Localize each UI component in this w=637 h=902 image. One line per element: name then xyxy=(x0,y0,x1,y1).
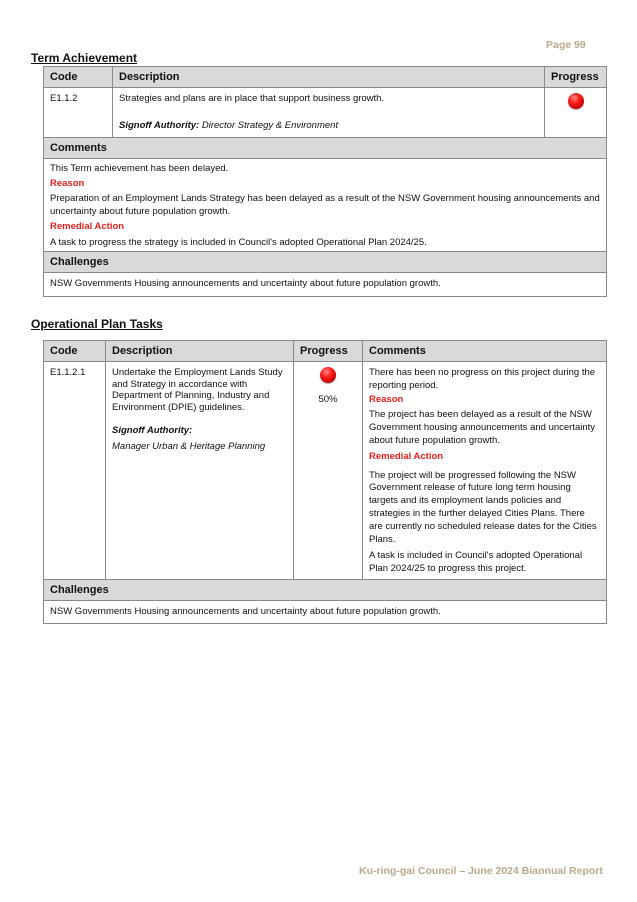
achievement-signoff-label: Signoff Authority: xyxy=(119,119,200,131)
comments-header-row xyxy=(44,138,607,159)
task-row xyxy=(44,362,607,580)
task-challenges-text: NSW Governments Housing announcements and uncertainty about future population growth. xyxy=(44,600,607,624)
task-challenges-header-row xyxy=(44,579,607,600)
reason-text: Preparation of an Employment Lands Strategy has been delayed as a result of the NSW Government housing announcements and uncertainty about future population growth. xyxy=(50,193,600,217)
red-status-indicator-icon xyxy=(568,93,584,109)
task-signoff-value-wrap xyxy=(112,441,287,454)
term-achievement-title: Term Achievement xyxy=(31,51,138,65)
achievement-progress-cell xyxy=(545,88,607,138)
task-comment-intro: There has been no progress on this project during the reporting period. xyxy=(369,367,596,391)
page-number: Page 99 xyxy=(546,39,586,51)
task-progress-header: Progress xyxy=(294,341,363,362)
comments-row xyxy=(44,159,607,252)
task-reason-label: Reason xyxy=(369,393,404,405)
challenges-text: NSW Governments Housing announcements and uncertainty about future population growth. xyxy=(44,273,607,297)
report-footer: Ku-ring-gai Council – June 2024 Biannual Report xyxy=(359,865,603,877)
remedial-action-label: Remedial Action xyxy=(50,221,125,232)
term-achievement-header-row xyxy=(44,67,607,88)
achievement-description-cell xyxy=(113,88,545,138)
comments-intro: This Term achievement has been delayed. xyxy=(50,163,229,174)
reason-label: Reason xyxy=(50,177,85,189)
task-description-header: Description xyxy=(106,341,294,362)
task-progress-cell xyxy=(294,362,363,580)
task-comments-header: Comments xyxy=(363,341,607,362)
operational-plan-header-row xyxy=(44,341,607,362)
task-comments-cell xyxy=(363,362,607,580)
task-signoff-label: Signoff Authority: xyxy=(112,425,193,436)
task-challenges-row xyxy=(44,600,607,624)
red-status-indicator-icon xyxy=(320,367,336,383)
task-code-header: Code xyxy=(44,341,106,362)
comments-header: Comments xyxy=(44,138,607,159)
achievement-signoff xyxy=(119,120,538,133)
challenges-header-row xyxy=(44,252,607,273)
task-remedial-text: The project will be progressed following the NSW Government release of future long term housing targets and its employment lands policies and strategies in the further delayed Cities Plans. There are currently no scheduled release dates for the Cities Plans. xyxy=(369,469,597,545)
task-signoff-label-wrap xyxy=(112,425,287,438)
operational-plan-title: Operational Plan Tasks xyxy=(31,317,163,331)
achievement-description: Strategies and plans are in place that support business growth. xyxy=(119,93,385,104)
term-achievement-row xyxy=(44,88,607,138)
comments-cell xyxy=(44,159,607,252)
task-signoff-value: Manager Urban & Heritage Planning xyxy=(112,440,266,452)
task-reason-text: The project has been delayed as a result of the NSW Government housing announcements and uncertainty about future population growth. xyxy=(369,409,596,446)
task-remedial-label: Remedial Action xyxy=(369,450,444,462)
term-achievement-table xyxy=(43,66,607,297)
task-description-cell xyxy=(106,362,294,580)
task-code: E1.1.2.1 xyxy=(44,362,106,580)
achievement-signoff-value: Director Strategy & Environment xyxy=(199,119,339,131)
task-remedial-text-2: A task is included in Council's adopted Operational Plan 2024/25 to progress this project. xyxy=(369,550,583,575)
task-progress-percent: 50% xyxy=(318,393,338,405)
progress-header: Progress xyxy=(545,67,607,88)
achievement-code: E1.1.2 xyxy=(44,88,113,138)
challenges-header: Challenges xyxy=(44,252,607,273)
description-header: Description xyxy=(113,67,545,88)
task-challenges-header: Challenges xyxy=(44,579,607,600)
challenges-row xyxy=(44,273,607,297)
task-description: Undertake the Employment Lands Study and Strategy in accordance with Department of Planning, Industry and Environment (DPIE) guidelines. xyxy=(112,367,283,413)
operational-plan-table xyxy=(43,340,607,624)
remedial-action-text: A task to progress the strategy is included in Council's adopted Operational Plan 2024/25. xyxy=(50,236,427,248)
code-header: Code xyxy=(44,67,113,88)
